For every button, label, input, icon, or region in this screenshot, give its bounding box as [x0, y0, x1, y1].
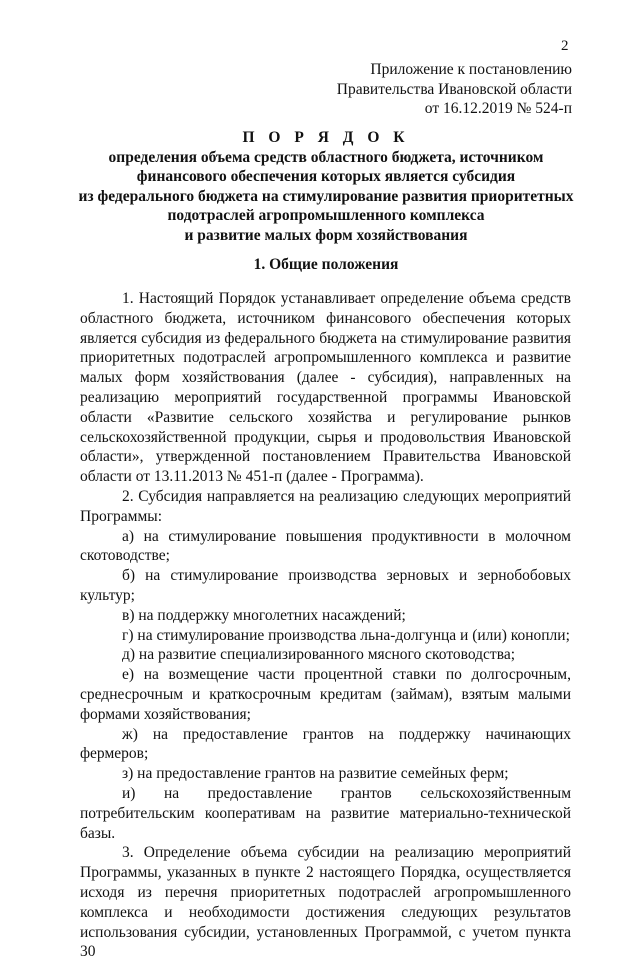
list-item-e: е) на возмещение части процентной ставки по долгосрочным, среднесрочным и краткосрочным кредитам (займам), взятым малыми формами хозяйствования;: [80, 666, 571, 723]
document-body: [80, 289, 571, 962]
paragraph-3: 3. Определение объема субсидии на реализацию мероприятий Программы, указанных в пункте 2 настоящего Порядка, осуществляется исходя из перечня приоритетных подотраслей агропромышленного комплекса и необходимости достижения следующих результатов использования субсидии, установленных Программой, с учетом пункта 30: [80, 844, 571, 961]
appendix-note: [337, 60, 572, 119]
document-title: [60, 128, 592, 245]
list-item-v: в) на поддержку многолетних насаждений;: [122, 606, 406, 624]
appendix-line: Приложение к постановлению: [370, 61, 572, 78]
appendix-date-line: от 16.12.2019 № 524-п: [424, 100, 572, 117]
title-heading: П О Р Я Д О К: [242, 129, 410, 146]
title-line: определения объема средств областного бюджета, источником: [108, 148, 544, 166]
title-line: из федерального бюджета на стимулирование развития приоритетных: [78, 187, 574, 205]
paragraph-1: 1. Настоящий Порядок устанавливает определение объема средств областного бюджета, источником финансового обеспечения которых является субсидия из федерального бюджета на стимулирование развития приоритетных подотраслей агропромышленного комплекса и развитие малых форм хозяйствования (далее - субсидия), направленных на реализацию мероприятий государственной программы Ивановской области «Развитие сельского хозяйства и регулирование рынков сельскохозяйственной продукции, сырья и продовольствия Ивановской области», утвержденной постановлением Правительства Ивановской области от 13.11.2013 № 451-п (далее - Программа).: [80, 290, 571, 486]
list-item-zh: ж) на предоставление грантов на поддержку начинающих фермеров;: [80, 725, 571, 763]
title-line: подотраслей агропромышленного комплекса: [167, 207, 485, 224]
title-line: финансового обеспечения которых является субсидия: [136, 168, 516, 185]
list-item-a: а) на стимулирование повышения продуктивности в молочном скотоводстве;: [80, 527, 571, 565]
paragraph-2: 2. Субсидия направляется на реализацию следующих мероприятий Программы:: [80, 487, 571, 525]
list-item-d: д) на развитие специализированного мясного скотоводства;: [122, 646, 516, 664]
title-line: и развитие малых форм хозяйствования: [184, 226, 468, 244]
section-heading: 1. Общие положения: [253, 256, 399, 273]
appendix-line: Правительства Ивановской области: [336, 80, 572, 98]
list-item-g: г) на стимулирование производства льна-долгунца и (или) конопли;: [122, 626, 570, 644]
page-number: 2: [561, 38, 569, 54]
list-item-b: б) на стимулирование производства зерновых и зернобобовых культур;: [80, 567, 571, 604]
list-item-i: и) на предоставление грантов сельскохозяйственным потребительским кооперативам на развитие материально-технической базы.: [80, 784, 571, 842]
list-item-z: з) на предоставление грантов на развитие семейных ферм;: [122, 765, 509, 783]
